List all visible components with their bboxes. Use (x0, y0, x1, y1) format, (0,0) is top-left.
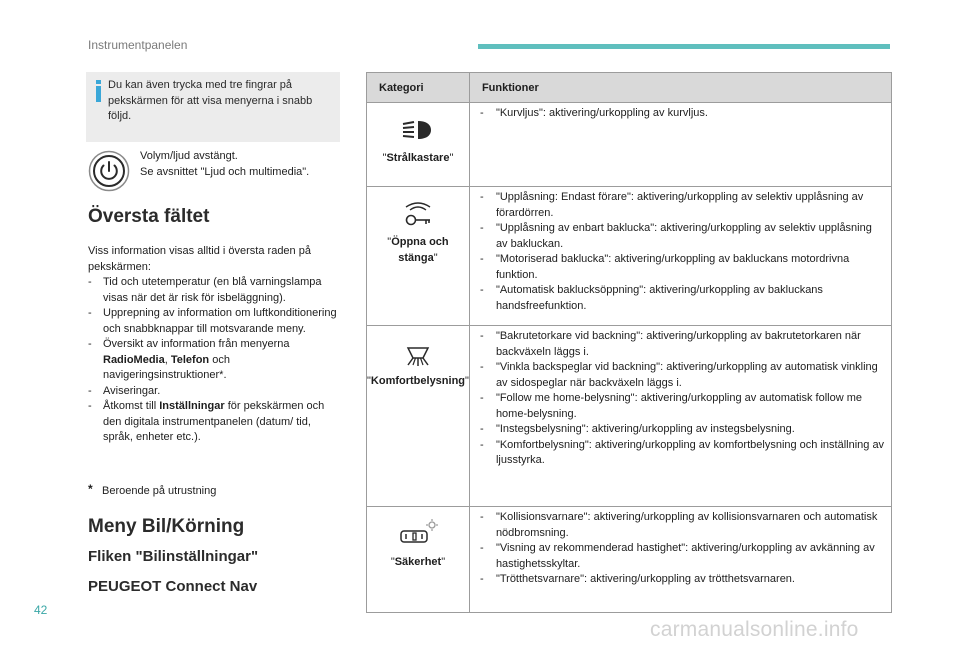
list-item: - "Upplåsning: Endast förare": aktivering/urkoppling av selektiv upplåsning av förardörren. (479, 191, 864, 219)
footnote-mark: * (88, 482, 93, 496)
list-item: - Översikt av information från menyerna RadioMedia, Telefon och navigeringsinstruktioner*. (88, 338, 290, 381)
list-item-text: "Kollisionsvarnare": aktivering/urkoppling av kollisionsvarnaren och automatisk nödbromsning. (495, 511, 878, 539)
sub-heading: PEUGEOT Connect Nav (88, 578, 258, 595)
category-name: Säkerhet (394, 556, 442, 568)
list-item-text: "Kurvljus": aktivering/urkoppling av kurvljus. (495, 107, 708, 119)
column-header-functions: Funktioner (469, 73, 891, 103)
menu-name-installningar: Inställningar (159, 400, 225, 412)
functions-cell (469, 103, 891, 187)
list-item: - Aviseringar. (88, 384, 161, 397)
table-header-row (367, 73, 892, 103)
list-item: - "Komfortbelysning": aktivering/urkoppling av komfortbelysning och inställning av ljusstyrka. (479, 438, 885, 466)
power-icon (88, 150, 130, 192)
category-label: "Säkerhet" (390, 556, 446, 568)
category-cell (367, 187, 470, 326)
list-item: - "Bakrutetorkare vid backning": aktivering/urkoppling av bakrutetorkaren när backväxeln läggs i. (479, 330, 861, 358)
list-item-text: "Instegsbelysning": aktivering/urkoppling av instegsbelysning. (495, 423, 795, 435)
functions-cell (469, 507, 891, 613)
header-accent-bar (478, 44, 890, 49)
tab-heading (88, 548, 258, 565)
key-icon (398, 197, 438, 231)
footnote-text: Beroende på utrustning (102, 485, 217, 497)
table-row (367, 507, 892, 613)
list-item: - "Automatisk baklucksöppning": aktivering/urkoppling av bakluckans handsfreefunktion. (479, 284, 823, 312)
list-item: - Åtkomst till Inställningar för pekskärmen och den digitala instrumentpanelen (datum/ tid, språk, enheter etc.). (88, 400, 325, 443)
top-field-text (88, 244, 343, 446)
mute-note (140, 149, 345, 180)
page-number: 42 (34, 603, 48, 617)
list-item-text: Åtkomst till (103, 400, 160, 412)
list-item: - Upprepning av information om luftkonditionering och snabbknappar till motsvarande meny. (88, 307, 337, 335)
list-item: - "Kurvljus": aktivering/urkoppling av kurvljus. (479, 107, 708, 119)
table-row (367, 326, 892, 507)
list-item-text: "Upplåsning: Endast förare": aktivering/urkoppling av selektiv upplåsning av förardörren. (495, 191, 864, 219)
list-item: - Tid och utetemperatur (en blå varningslampa visas när det är risk för isbeläggning). (88, 276, 322, 304)
info-note (86, 72, 340, 142)
list-item: - "Vinkla backspeglar vid backning": aktivering/urkoppling av automatisk vinkling av sidospeglar när backväxeln läggs i. (479, 361, 878, 389)
info-icon (94, 80, 104, 102)
separator-text: , (164, 353, 171, 366)
list-item: - "Trötthetsvarnare": aktivering/urkoppling av trötthetsvarnaren. (479, 573, 795, 585)
mute-note-line1: Volym/ljud avstängt. (140, 150, 238, 162)
safety-car-icon (396, 517, 440, 551)
list-item-text: "Visning av rekommenderad hastighet": aktivering/urkoppling av avkänning av hastighetsskyltar. (495, 542, 875, 570)
list-item-text: Översikt av information från menyerna (103, 338, 290, 350)
tab-heading-suffix: " (250, 548, 259, 565)
list-item-text: "Upplåsning av enbart baklucka": aktivering/urkoppling av selektiv upplåsning av bakluckan. (495, 222, 872, 250)
category-label: "Öppna och stänga" (387, 236, 449, 264)
category-cell (367, 507, 470, 613)
mute-note-line2: Se avsnittet "Ljud och multimedia". (140, 165, 310, 178)
functions-cell (469, 187, 891, 326)
list-item-text: Aviseringar. (103, 384, 161, 397)
list-item-text: "Motoriserad baklucka": aktivering/urkoppling av bakluckans motordrivna funktion. (495, 253, 850, 281)
list-item-text: "Vinkla backspeglar vid backning": aktivering/urkoppling av automatisk vinkling av sidospeglar när backväxeln läggs i. (495, 361, 878, 389)
list-item-text: "Komfortbelysning": aktivering/urkoppling av komfortbelysning och inställning av ljusstyrka. (495, 438, 885, 466)
section-title: Instrumentpanelen (88, 38, 188, 52)
category-label: "Komfortbelysning" (367, 375, 469, 387)
menu-name-telefon: Telefon (170, 353, 210, 366)
category-label: "Strålkastare" (382, 152, 454, 164)
top-field-heading: Översta fältet (88, 206, 210, 227)
list-item: - "Motoriserad baklucka": aktivering/urkoppling av bakluckans motordrivna funktion. (479, 253, 850, 281)
list-item: - "Follow me home-belysning": aktivering/urkoppling av automatisk follow me home-belysning. (479, 392, 863, 420)
menu-heading: Meny Bil/Körning (88, 516, 245, 537)
table-row (367, 103, 892, 187)
list-item-text: "Follow me home-belysning": aktivering/urkoppling av automatisk follow me home-belysning. (495, 392, 863, 420)
list-item-text: Tid och utetemperatur (en blå varningslampa visas när det är risk för isbeläggning). (103, 276, 322, 304)
list-item-text: Upprepning av information om luftkonditionering och snabbknappar till motsvarande meny. (103, 307, 337, 335)
headlamp-icon (398, 113, 438, 147)
functions-cell (469, 326, 891, 507)
category-name: Strålkastare (386, 152, 450, 164)
category-cell (367, 103, 470, 187)
list-item-text: "Bakrutetorkare vid backning": aktivering/urkoppling av bakrutetorkaren när backväxeln läggs i. (495, 330, 861, 358)
menu-name-radiomedia: RadioMedia (103, 353, 165, 366)
info-note-text: Du kan även trycka med tre fingrar på pekskärmen för att visa menyerna i snabb följd. (108, 79, 313, 122)
tab-heading-prefix: Fliken " (88, 548, 143, 565)
list-item: - "Upplåsning av enbart baklucka": aktivering/urkoppling av selektiv upplåsning av bakluckan. (479, 222, 872, 250)
list-item: - "Visning av rekommenderad hastighet": aktivering/urkoppling av avkänning av hastighetsskyltar. (479, 542, 875, 570)
category-name: Komfortbelysning (370, 375, 466, 387)
top-field-intro: Viss information visas alltid i översta raden på pekskärmen: (88, 245, 311, 273)
list-item-text: "Automatisk baklucksöppning": aktivering/urkoppling av bakluckans handsfreefunktion. (495, 284, 823, 312)
tab-heading-name: Bilinställningar (142, 548, 251, 565)
category-name: Öppna och stänga (391, 236, 449, 264)
comfort-lighting-icon (398, 336, 438, 370)
watermark: carmanualsonline.info (650, 618, 859, 641)
table-row (367, 187, 892, 326)
list-item: - "Instegsbelysning": aktivering/urkoppling av instegsbelysning. (479, 423, 795, 435)
list-item: - "Kollisionsvarnare": aktivering/urkoppling av kollisionsvarnaren och automatisk nödbromsning. (479, 511, 878, 539)
list-item-text: "Trötthetsvarnare": aktivering/urkoppling av trötthetsvarnaren. (495, 573, 795, 585)
category-cell (367, 326, 470, 507)
list-item-text: för pekskärmen och den digitala instrumentpanelen (datum/ tid, språk, enheter etc.). (103, 400, 325, 443)
functions-table (366, 72, 892, 613)
list-item-text: och navigeringsinstruktioner*. (103, 353, 230, 381)
column-header-category: Kategori (367, 73, 470, 103)
